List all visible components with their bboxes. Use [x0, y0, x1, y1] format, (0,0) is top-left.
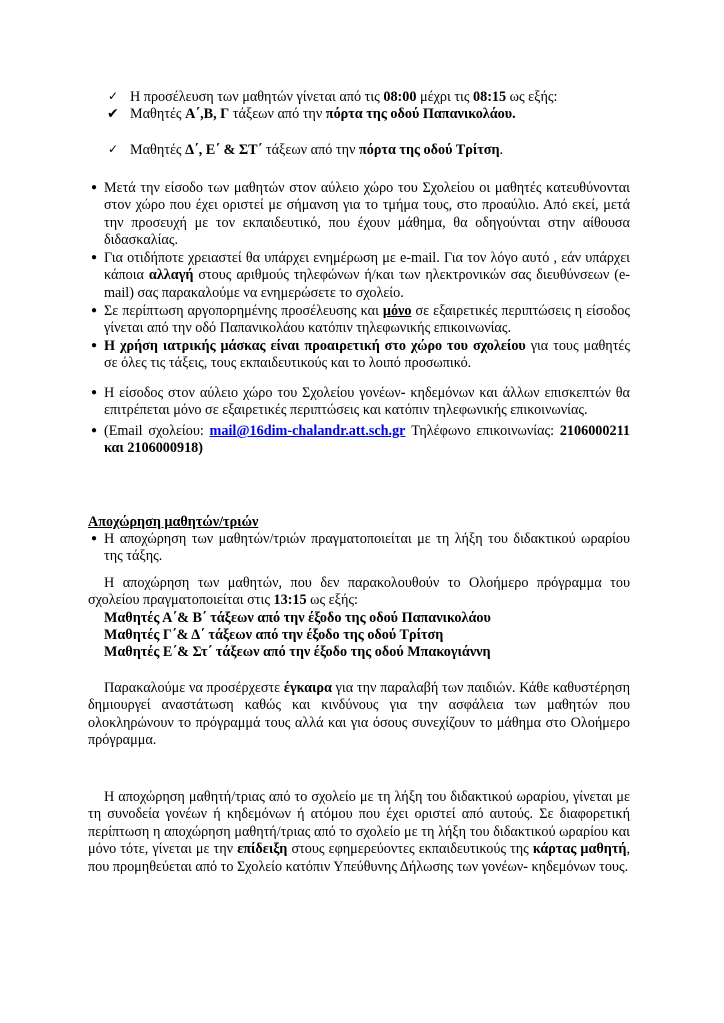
bullet-text: κηδεμόνων και άλλων επισκεπτών θα επιτρέπεται μόνο σε εξαιρετικές περιπτώσεις και κατόπιν τηλεφωνικής επικοινωνίας.: [104, 385, 630, 419]
bullet-email-updates: [104, 250, 630, 302]
gate-text: Μαθητές: [130, 106, 186, 122]
bullet-icon: ●: [91, 252, 98, 263]
checkmark-icon: ✓: [108, 89, 119, 103]
bullet-icon: ●: [91, 533, 98, 544]
bullet-icon: ●: [91, 425, 98, 436]
bullet-entry-assembly: [104, 180, 630, 250]
gate-text: Μαθητές: [130, 142, 186, 158]
paragraph-text: στους εφημερεύοντες εκπαιδευτικούς της: [287, 841, 533, 858]
arrival-intro: [130, 89, 557, 106]
checkmark-bold-icon: ✔: [107, 106, 119, 122]
exit-line: Μαθητές Γ΄& Δ΄ τάξεων από την έξοδο της οδού Τρίτση: [104, 627, 444, 643]
bullet-text: Για οτιδήποτε χρειαστεί θα υπάρχει ενημέρωση με e-mail. Για τον λόγο αυτό , εάν υπάρχει κάποια: [104, 250, 630, 284]
paragraph-emphasis: έγκαιρα: [283, 680, 332, 696]
bullet-icon: ●: [91, 340, 98, 351]
paragraph-text: Η αποχώρηση των μαθητών, που δεν παρακολουθούν το Ολοήμερο πρόγραμμα του σχολείου πραγματοποιείται στις: [88, 575, 630, 609]
departure-paragraph-punctuality: [88, 680, 630, 750]
paragraph-text: -: [523, 858, 528, 875]
paragraph-emphasis: επίδειξη: [237, 841, 288, 858]
bullet-text: σε εξαιρετικές περιπτώσεις η είσοδος γίνεται από την οδό Παπανικολάου κατόπιν τηλεφωνικής επικοινωνίας.: [104, 303, 630, 337]
contact-label: Τηλέφωνο επικοινωνίας:: [405, 423, 560, 439]
departure-heading: Αποχώρηση μαθητών/τριών: [88, 514, 259, 530]
paragraph-emphasis: κάρτας μαθητή: [532, 841, 627, 858]
departure-bullet: [104, 531, 630, 566]
gate-name: πόρτα της οδού Τρίτση: [358, 142, 500, 158]
paragraph-text: Παρακαλούμε να προσέρχεστε: [104, 680, 284, 696]
arrival-start-time: 08:00: [383, 89, 417, 105]
bullet-text: στους αριθμούς τηλεφώνων ή/και των ηλεκτρονικών σας διευθύνσεων (e-mail) σας παρακαλούμε να ενημερώσετε το σχολείο.: [104, 267, 630, 301]
gate-text: τάξεων από την: [262, 142, 359, 158]
bullet-text: Σε περίπτωση αργοπορημένης προσέλευσης και: [104, 303, 383, 319]
paragraph-text: ως εξής:: [306, 592, 358, 609]
bullet-icon: ●: [91, 387, 98, 398]
arrival-end-time: 08:15: [473, 89, 507, 105]
phone-numbers: 2106000211 και 2106000918): [104, 423, 630, 457]
checkmark-icon: ✓: [108, 142, 119, 156]
gate-classes: Α΄,Β, Γ: [185, 106, 230, 122]
bullet-emphasis: Η χρήση ιατρικής μάσκας είναι προαιρετική στο χώρο του σχολείου: [104, 338, 526, 354]
exit-line: Μαθητές Α΄& Β΄ τάξεων από την έξοδο της οδού Παπανικολάου: [104, 610, 491, 626]
exit-line: Μαθητές Ε΄& Στ΄ τάξεων από την έξοδο της οδού Μπακογιάννη: [104, 644, 491, 660]
bullet-text: -: [400, 385, 406, 401]
bullet-icon: ●: [91, 182, 98, 193]
gate-text: τάξεων από την: [229, 106, 326, 122]
arrival-intro-text: μέχρι τις: [416, 89, 474, 105]
gate-text: .: [499, 142, 504, 158]
paragraph-text: για την παραλαβή των παιδιών. Κάθε καθυστέρηση δημιουργεί αναστάτωση καθώς και κινδύνους για την ασφάλεια των μαθητών που ολοκληρώνουν το πρόγραμμά τους αλλά και για όσους συνεχίζουν το μάθημα στο Ολοήμερο πρόγραμμα.: [88, 680, 630, 749]
gate-classes: Δ΄, Ε΄ & ΣΤ΄: [185, 142, 263, 158]
departure-time: 13:15: [273, 592, 307, 609]
arrival-gate-2: [130, 142, 503, 159]
bullet-contact: [104, 423, 630, 458]
school-email-link[interactable]: mail@16dim-chalandr.att.sch.gr: [209, 423, 406, 439]
arrival-intro-text: Η προσέλευση των μαθητών γίνεται από τις: [130, 89, 384, 105]
departure-paragraph-escort: [88, 789, 630, 876]
bullet-emphasis: αλλαγή: [148, 267, 194, 284]
gate-name: πόρτα της οδού Παπανικολάου.: [325, 106, 516, 122]
contact-label: (Email σχολείου:: [104, 423, 210, 439]
bullet-text: Μετά την είσοδο των μαθητών στον αύλειο χώρο του Σχολείου οι μαθητές κατευθύνονται στον χώρο που έχει οριστεί με σήμανση για το τμήμα τους, στο προαύλιο. Από εκεί, μετά την προσευχή με τον εκπαιδευτικό, που έχουν μάθημα, θα οδηγούνται στην αίθουσα διδασκαλίας.: [104, 180, 630, 249]
bullet-text: Η αποχώρηση των μαθητών/τριών πραγματοποιείται με τη λήξη του διδακτικού ωραρίου της τάξης.: [104, 531, 630, 565]
paragraph-text: Η αποχώρηση μαθητή/τριας από το σχολείο με τη λήξη του διδακτικού ωραρίου, γίνεται με τη συνοδεία γονέων ή κηδεμόνων ή ατόμου που έχει οριστεί από αυτούς. Σε διαφορετική περίπτωση η αποχώρηση μαθητή/τριας από το σχολείο με τη λήξη του διδακτικού ωραρίου και μόνο τότε, γίνεται με την: [88, 789, 630, 858]
bullet-late-arrival: [104, 303, 630, 338]
bullet-visitors: [104, 385, 630, 420]
bullet-icon: ●: [91, 305, 98, 316]
departure-paragraph-time: [88, 575, 630, 610]
bullet-text: Η είσοδος στον αύλειο χώρο του Σχολείου γονέων: [104, 385, 401, 401]
paragraph-text: κηδεμόνων τους.: [527, 858, 629, 875]
bullet-mask-policy: [104, 338, 630, 373]
arrival-gate-1: [130, 106, 516, 123]
arrival-intro-text: ως εξής:: [506, 89, 558, 105]
bullet-emphasis: μόνο: [382, 303, 412, 319]
bullet-text: για τους μαθητές σε όλες τις τάξεις, τους εκπαιδευτικούς και το λοιπό προσωπικό.: [104, 338, 631, 372]
paragraph-text: , που προμηθεύεται από το Σχολείο κατόπιν Υπεύθυνης Δήλωσης των γονέων: [88, 841, 630, 875]
